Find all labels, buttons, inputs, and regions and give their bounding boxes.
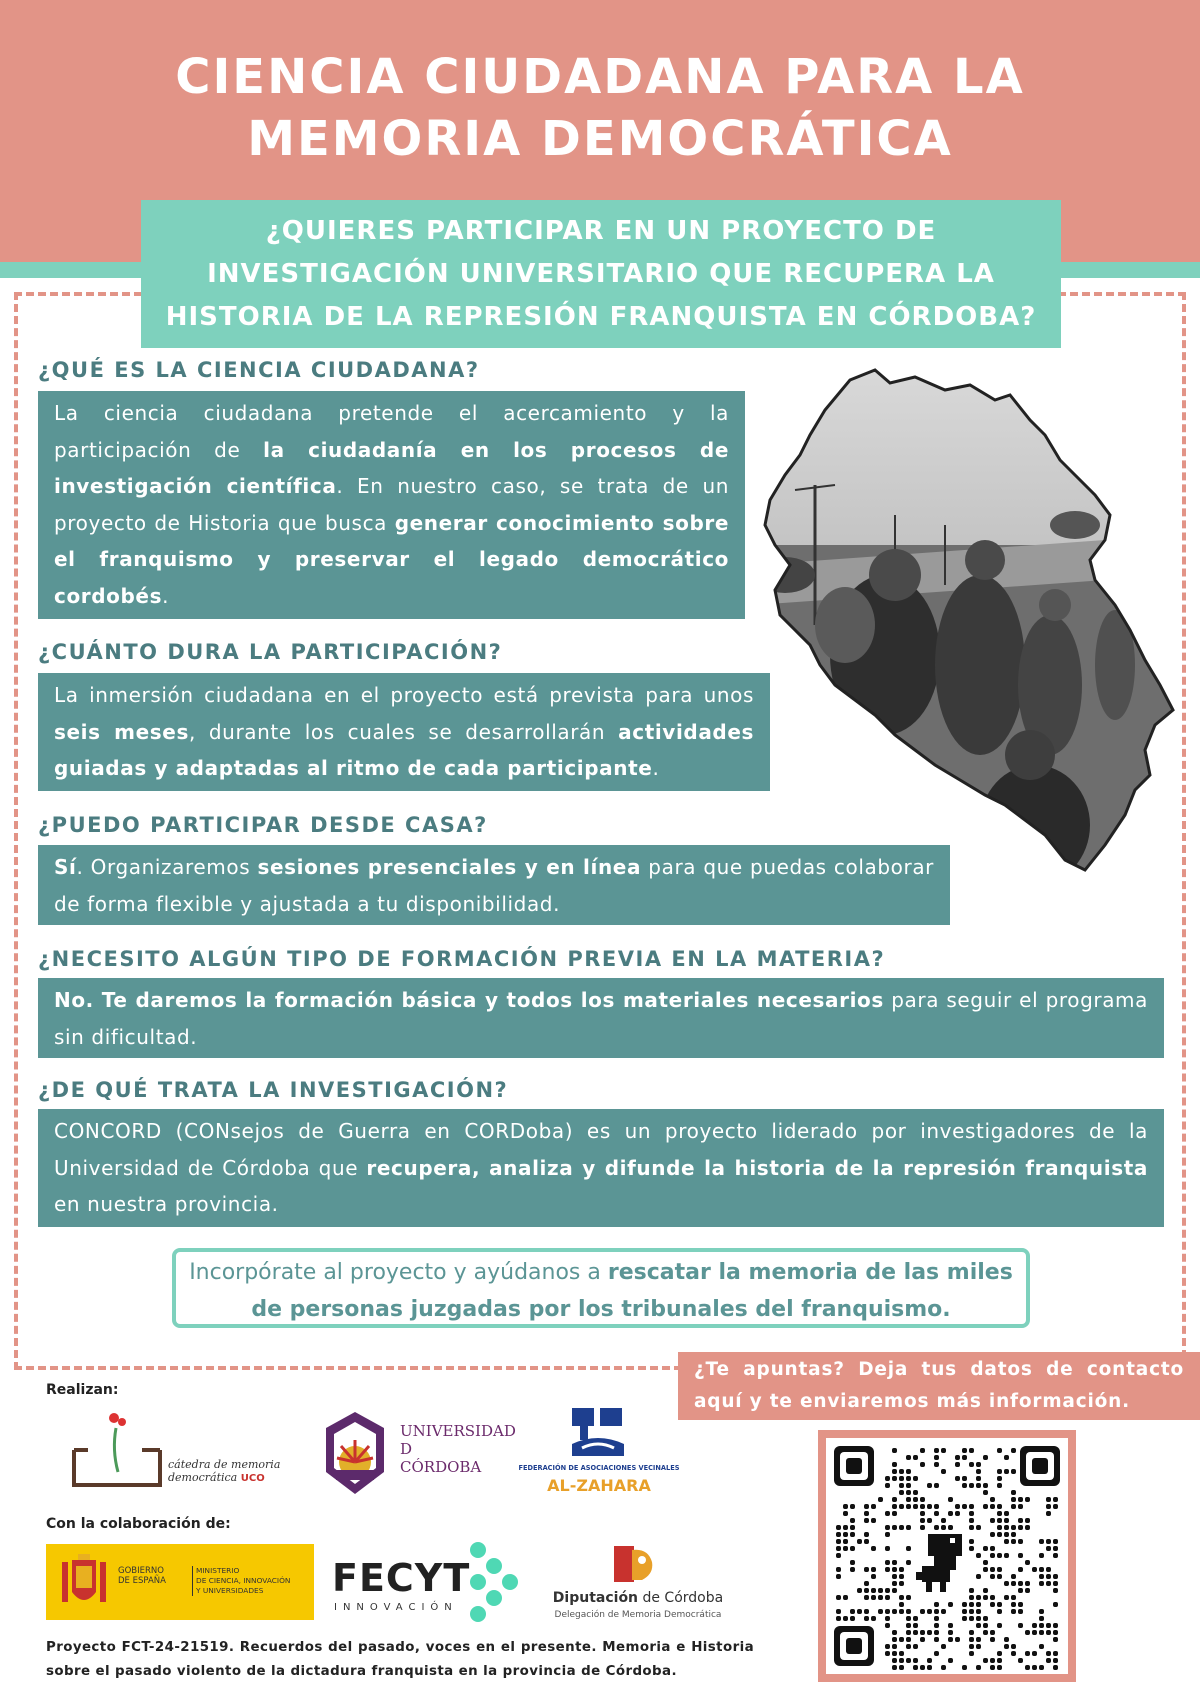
answer-2-bold: seis meses — [54, 719, 189, 744]
cta-text: Incorpórate al proyecto y ayúdanos a — [189, 1260, 608, 1285]
main-title — [0, 46, 1200, 170]
call-to-action-box — [172, 1248, 1030, 1328]
coat-of-arms-icon — [58, 1552, 110, 1612]
fecyt-subtitle: INNOVACIÓN — [334, 1602, 458, 1613]
answer-5-text: en nuestra provincia. — [54, 1192, 279, 1216]
answer-4-box — [38, 978, 1164, 1058]
answer-3-box — [38, 845, 950, 925]
fecyt-molecule-icon — [464, 1540, 524, 1624]
answer-1-box — [38, 391, 745, 619]
answer-3-bold: Sí — [54, 855, 77, 879]
signup-prompt: ¿Te apuntas? Deja tus datos de contacto aquí y te enviaremos más información. — [678, 1352, 1200, 1420]
realizan-label: Realizan: — [46, 1382, 119, 1398]
gobierno-ministerio-logo — [46, 1544, 314, 1620]
question-1-heading: ¿QUÉ ES LA CIENCIA CIUDADANA? — [38, 358, 480, 382]
diputacion-name-bold: Diputación — [552, 1590, 639, 1606]
gobierno-line-1: GOBIERNO — [118, 1566, 164, 1576]
subtitle-line-3: HISTORIA DE LA REPRESIÓN FRANQUISTA EN CÓRDOBA? — [165, 301, 1037, 332]
colaboracion-label: Con la colaboración de: — [46, 1516, 231, 1532]
subtitle-line-2: INVESTIGACIÓN UNIVERSITARIO QUE RECUPERA LA — [207, 258, 995, 289]
project-footnote: Proyecto FCT-24-21519. Recuerdos del pasado, voces en el presente. Memoria e Historia sobre el pasado violento de la dictadura franquista en la provincia de Córdoba. — [46, 1640, 754, 1679]
universidad-cordoba-logo — [322, 1410, 516, 1496]
answer-4-bold: No. Te daremos la formación básica y todos los materiales necesarios — [54, 988, 884, 1012]
diputacion-cordoba-logo — [548, 1544, 728, 1624]
answer-3-text: para que puedas colaborar de forma flexible y ajustada a tu disponibilidad. — [54, 855, 934, 916]
subtitle-box — [141, 200, 1061, 348]
question-3-heading: ¿PUEDO PARTICIPAR DESDE CASA? — [38, 813, 488, 837]
answer-2-text: , durante los cuales se desarrollarán — [188, 719, 619, 744]
alzahara-subtitle: FEDERACIÓN DE ASOCIACIONES VECINALES — [518, 1464, 680, 1472]
alzahara-name: AL-ZAHARA — [547, 1476, 651, 1495]
answer-1-text: . — [162, 583, 170, 608]
question-5-heading: ¿DE QUÉ TRATA LA INVESTIGACIÓN? — [38, 1078, 509, 1102]
answer-1-text: . En nuestro caso, se trata de un proyecto de Historia que busca — [54, 474, 729, 535]
diputacion-subtitle: Delegación de Memoria Democrática — [554, 1610, 722, 1620]
catedra-line-1: cátedra de memoria — [168, 1458, 281, 1471]
cordoba-map-photo — [755, 365, 1175, 885]
subtitle-line-1: ¿QUIERES PARTICIPAR EN UN PROYECTO DE — [265, 215, 937, 246]
catedra-line-2: democrática — [168, 1471, 238, 1484]
question-4-heading: ¿NECESITO ALGÚN TIPO DE FORMACIÓN PREVIA EN LA MATERIA? — [38, 947, 886, 971]
catedra-memoria-logo — [70, 1410, 280, 1490]
answer-2-bold: actividades guiadas y adaptadas al ritmo de cada participante — [54, 719, 754, 780]
answer-2-text: La inmersión ciudadana en el proyecto está prevista para unos — [54, 683, 754, 707]
qr-code-icon[interactable] — [826, 1438, 1068, 1674]
answer-2-box — [38, 673, 770, 791]
qr-code-frame[interactable] — [818, 1430, 1076, 1682]
diputacion-emblem-icon — [612, 1544, 656, 1584]
title-line-2: MEMORIA DEMOCRÁTICA — [247, 111, 953, 167]
answer-2-text: . — [652, 756, 660, 780]
gobierno-line-2: DE ESPAÑA — [118, 1576, 166, 1586]
uco-line-1: UNIVERSIDAD — [400, 1422, 516, 1440]
answer-5-text: CONCORD (CONsejos de Guerra en CORDoba) es un proyecto liderado por investigadores de la Universidad de Córdoba que — [54, 1119, 1148, 1180]
title-line-1: CIENCIA CIUDADANA PARA LA — [175, 49, 1025, 105]
answer-5-box — [38, 1109, 1164, 1227]
answer-5-bold: recupera, analiza y difunde la historia de la represión franquista — [366, 1155, 1148, 1180]
uco-line-3: CÓRDOBA — [400, 1458, 482, 1476]
answer-1-bold: la ciudadanía en los procesos de investigación científica — [54, 437, 729, 498]
answer-3-bold: sesiones presenciales y en línea — [257, 855, 642, 879]
diputacion-name-rest: de Córdoba — [638, 1590, 724, 1606]
answer-3-text: . Organizaremos — [76, 855, 258, 879]
dinosaur-icon — [916, 1534, 962, 1592]
ministerio-line-1: MINISTERIO — [196, 1566, 240, 1575]
answer-1-text: La ciencia ciudadana pretende el acercamiento y la participación de — [54, 401, 729, 462]
ministerio-line-2: DE CIENCIA, INNOVACIÓN — [196, 1576, 291, 1585]
fecyt-logo — [330, 1540, 530, 1624]
cta-bold-text: rescatar la memoria de las miles de personas juzgadas por los tribunales del franquismo. — [251, 1260, 1013, 1322]
question-2-heading: ¿CUÁNTO DURA LA PARTICIPACIÓN? — [38, 640, 503, 664]
catedra-uco: UCO — [240, 1473, 265, 1484]
uco-line-2: D — [400, 1440, 413, 1458]
fecyt-name: FECYT — [332, 1556, 471, 1600]
ministerio-line-3: Y UNIVERSIDADES — [196, 1586, 264, 1595]
al-zahara-logo — [518, 1404, 680, 1500]
answer-1-bold: generar conocimiento sobre el franquismo y preservar el legado democrático cordobés — [54, 510, 729, 608]
answer-4-text: para seguir el programa sin dificultad. — [54, 988, 1148, 1049]
